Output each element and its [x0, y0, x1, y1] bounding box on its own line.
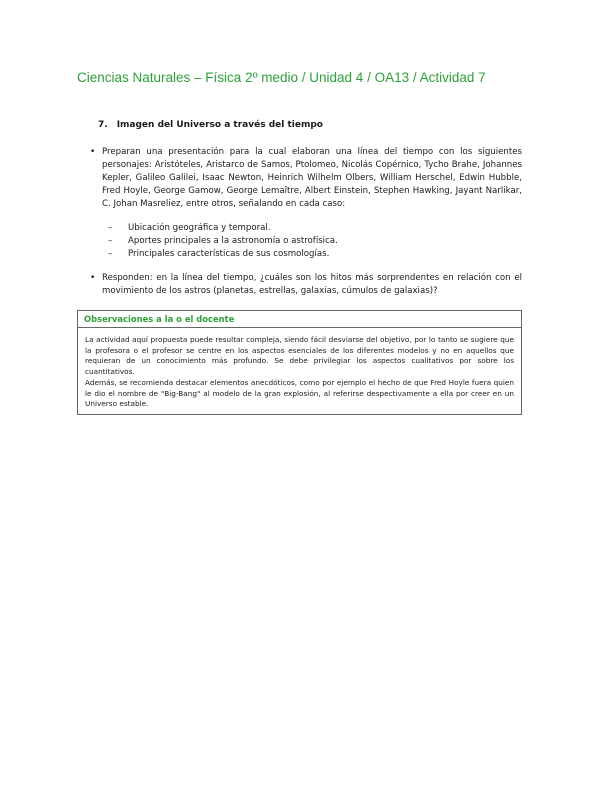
teacher-notes-paragraph: La actividad aquí propuesta puede resultar compleja, siendo fácil desviarse del objetivo, por lo tanto se sugiere que la profesora o el profesor se centre en los aspectos esenciales de los diferentes modelos y no en aquellos que requieran de un conocimiento más profundo. Se debe privilegiar los aspectos cualitativos por sobre los cuantitativos. [85, 335, 514, 377]
teacher-notes-box [77, 310, 522, 415]
teacher-notes-title: Observaciones a la o el docente [78, 311, 521, 328]
activity-instruction: Preparan una presentación para la cual elaboran una línea del tiempo con los siguientes personajes: Aristóteles, Aristarco de Samos, Ptolomeo, Nicolás Copérnico, Tycho Brahe, Johannes Kepler, Galileo Galilei, Isaac Newton, Heinrich Wilhelm Olbers, William Herschel, Edwin Hubble, Fred Hoyle, George Gamow, George Lemaître, Albert Einstein, Stephen Hawking, Jayant Narlikar, C. Johan Masreliez, entre otros, señalando en cada caso: [102, 147, 522, 209]
list-item [108, 222, 338, 235]
list-item [108, 248, 338, 261]
list-item-text: Principales características de sus cosmologías. [128, 249, 330, 259]
list-item-text: Ubicación geográfica y temporal. [128, 223, 271, 233]
list-item [108, 235, 338, 248]
criteria-list [108, 222, 338, 261]
bullet-icon: • [90, 273, 96, 283]
dash-icon: – [108, 249, 113, 259]
section-title: Imagen del Universo a través del tiempo [116, 120, 323, 130]
section-number: 7. [98, 120, 108, 130]
page-header: Ciencias Naturales – Física 2º medio / Unidad 4 / OA13 / Actividad 7 [77, 70, 486, 85]
activity-question: Responden: en la línea del tiempo, ¿cuáles son los hitos más sorprendentes en relación con el movimiento de los astros (planetas, estrellas, galaxias, cúmulos de galaxias)? [102, 273, 522, 296]
list-item-text: Aportes principales a la astronomía o astrofísica. [128, 236, 338, 246]
bullet-icon: • [90, 147, 96, 157]
teacher-notes-paragraph: Además, se recomienda destacar elementos anecdóticos, como por ejemplo el hecho de que Fred Hoyle fuera quien le dio el nombre de "Big-Bang" al modelo de la gran explosión, al referirse despectivamente a ella por creer en un Universo estable. [85, 377, 514, 409]
dash-icon: – [108, 236, 113, 246]
section-heading [98, 120, 323, 130]
teacher-notes-body [78, 328, 521, 410]
dash-icon: – [108, 223, 113, 233]
